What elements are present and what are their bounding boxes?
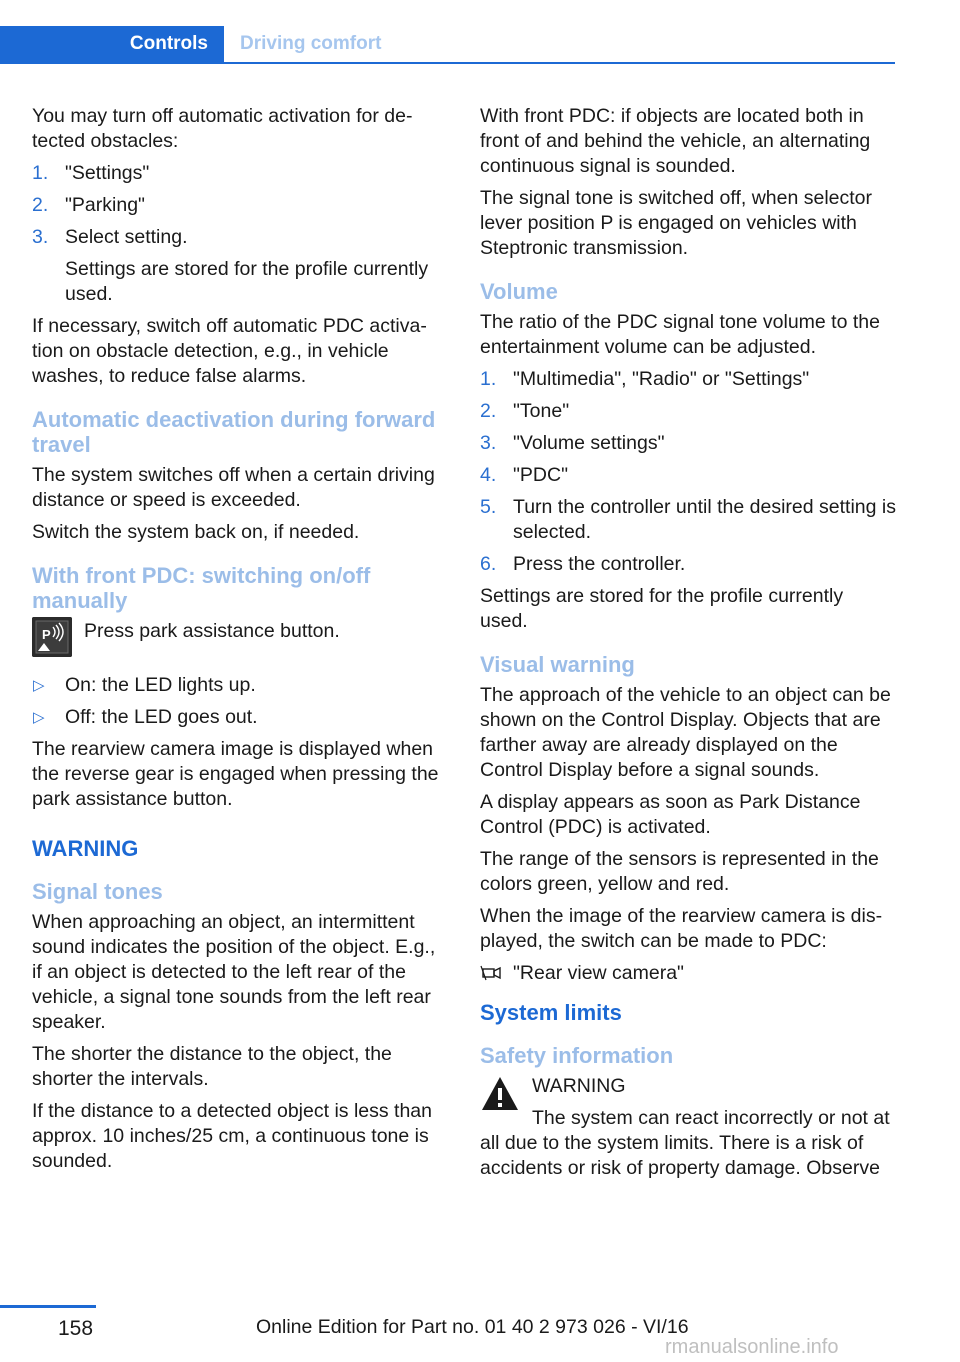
list-item: 1. "Multimedia", "Radio" or "Settings": [480, 368, 810, 390]
rear-camera-icon: [480, 963, 504, 983]
heading-safety-info: Safety information: [480, 1043, 674, 1068]
visual-text-3: The range of the sensors is represented in the colors green, yellow and red.: [480, 848, 879, 895]
warning-triangle-icon: [480, 1074, 520, 1114]
signal-text-1: When approaching an object, an intermittent sound indicates the position of the object. E.g., if an object is detected to the left rear of the vehicle, a signal tone sounds from the left rear speaker.: [32, 911, 436, 1033]
rear-camera-row: [480, 961, 896, 986]
tab-controls[interactable]: Controls: [0, 26, 224, 62]
front-rear-text: With front PDC: if objects are located both in front of and behind the vehicle, an alternating continuous signal is sounded.: [480, 105, 871, 177]
heading-signal-tones: Signal tones: [32, 879, 163, 904]
led-bullets: [32, 673, 448, 730]
park-button-row: [32, 619, 448, 663]
settings-steps: [32, 161, 448, 307]
list-item: 4. "PDC": [480, 464, 569, 486]
heading-system-limits: System limits: [480, 1000, 622, 1025]
page-number: 158: [58, 1317, 94, 1340]
step-note: Settings are stored for the profile currently used.: [65, 258, 429, 305]
step-number: 6.: [480, 553, 497, 575]
rear-camera-text: "Rear view camera": [513, 962, 684, 984]
rearview-text: The rearview camera image is displayed when the reverse gear is engaged when pressing the park assistance button.: [32, 738, 439, 810]
right-column: [480, 104, 896, 1181]
warning-label: WARNING: [532, 1075, 626, 1097]
visual-text-1: The approach of the vehicle to an object can be shown on the Control Display. Objects that are farther away are already displayed on the Control Display before a signal sounds.: [480, 684, 891, 781]
step-number: 3.: [32, 226, 49, 248]
heading-visual-warning: Visual warning: [480, 652, 635, 677]
signal-text-3: If the distance to a detected object is less than approx. 10 inches/25 cm, a continuous tone is sounded.: [32, 1100, 432, 1172]
volume-steps: [480, 367, 896, 577]
heading-volume: Volume: [480, 279, 558, 304]
left-column: [32, 104, 448, 1181]
step-number: 5.: [480, 496, 497, 518]
heading-warning: WARNING: [32, 836, 139, 861]
heading-auto-deactivation: Automatic deactivation during forward travel: [32, 407, 436, 457]
volume-text: The ratio of the PDC signal tone volume to the entertainment volume can be adjusted.: [480, 311, 880, 358]
chapter-tabs: [0, 26, 895, 64]
step-number: 4.: [480, 464, 497, 486]
bullet-triangle-icon: ▷: [33, 677, 45, 694]
visual-text-4: When the image of the rearview camera is displayed, the switch can be made to PDC:: [480, 905, 883, 952]
list-item: 2. "Parking": [32, 194, 145, 216]
list-item: ▷ Off: the LED goes out.: [33, 706, 258, 728]
footer-rule: [0, 1305, 96, 1308]
list-item: 5. Turn the controller until the desired setting is selected.: [480, 496, 896, 543]
bullet-triangle-icon: ▷: [33, 709, 45, 726]
list-item: 3. Select setting. Settings are stored for the profile currently used.: [32, 225, 448, 307]
press-button-text: Press park assistance button.: [84, 620, 340, 642]
safety-warning: [480, 1074, 896, 1099]
edition-text: Online Edition for Part no. 01 40 2 973 026 - VI/16: [256, 1316, 689, 1338]
step-number: 1.: [480, 368, 497, 390]
watermark: rmanualsonline.info: [665, 1336, 839, 1358]
tab-driving-comfort[interactable]: Driving comfort: [240, 33, 382, 54]
list-item: 3. "Volume settings": [480, 432, 665, 454]
list-item: 2. "Tone": [480, 400, 570, 422]
list-item: 6. Press the controller.: [480, 553, 686, 575]
step-number: 2.: [480, 400, 497, 422]
heading-front-pdc: With front PDC: switching on/off manually: [32, 563, 371, 613]
auto-deact-text-2: Switch the system back on, if needed.: [32, 521, 360, 543]
svg-text:P: P: [42, 627, 51, 642]
signal-text-2: The shorter the distance to the object, the shorter the intervals.: [32, 1043, 392, 1090]
stored-text: Settings are stored for the profile currently used.: [480, 585, 844, 632]
intro-text: You may turn off automatic activation for detected obstacles:: [32, 105, 413, 152]
warning-text: The system can react incorrectly or not at all due to the system limits. There is a risk of accidents or risk of property damage. Observe: [480, 1107, 890, 1179]
visual-text-2: A display appears as soon as Park Distance Control (PDC) is activated.: [480, 791, 861, 838]
step-number: 2.: [32, 194, 49, 216]
false-alarm-text: If necessary, switch off automatic PDC activation on obstacle detection, e.g., in vehicle washes, to reduce false alarms.: [32, 315, 427, 387]
auto-deact-text-1: The system switches off when a certain driving distance or speed is exceeded.: [32, 464, 435, 511]
list-item: ▷ On: the LED lights up.: [33, 674, 256, 696]
selector-text: The signal tone is switched off, when selector lever position P is engaged on vehicles with Steptronic transmission.: [480, 187, 873, 259]
step-number: 1.: [32, 162, 49, 184]
step-number: 3.: [480, 432, 497, 454]
list-item: 1. "Settings": [32, 162, 150, 184]
park-assistance-button-icon: [32, 617, 72, 657]
